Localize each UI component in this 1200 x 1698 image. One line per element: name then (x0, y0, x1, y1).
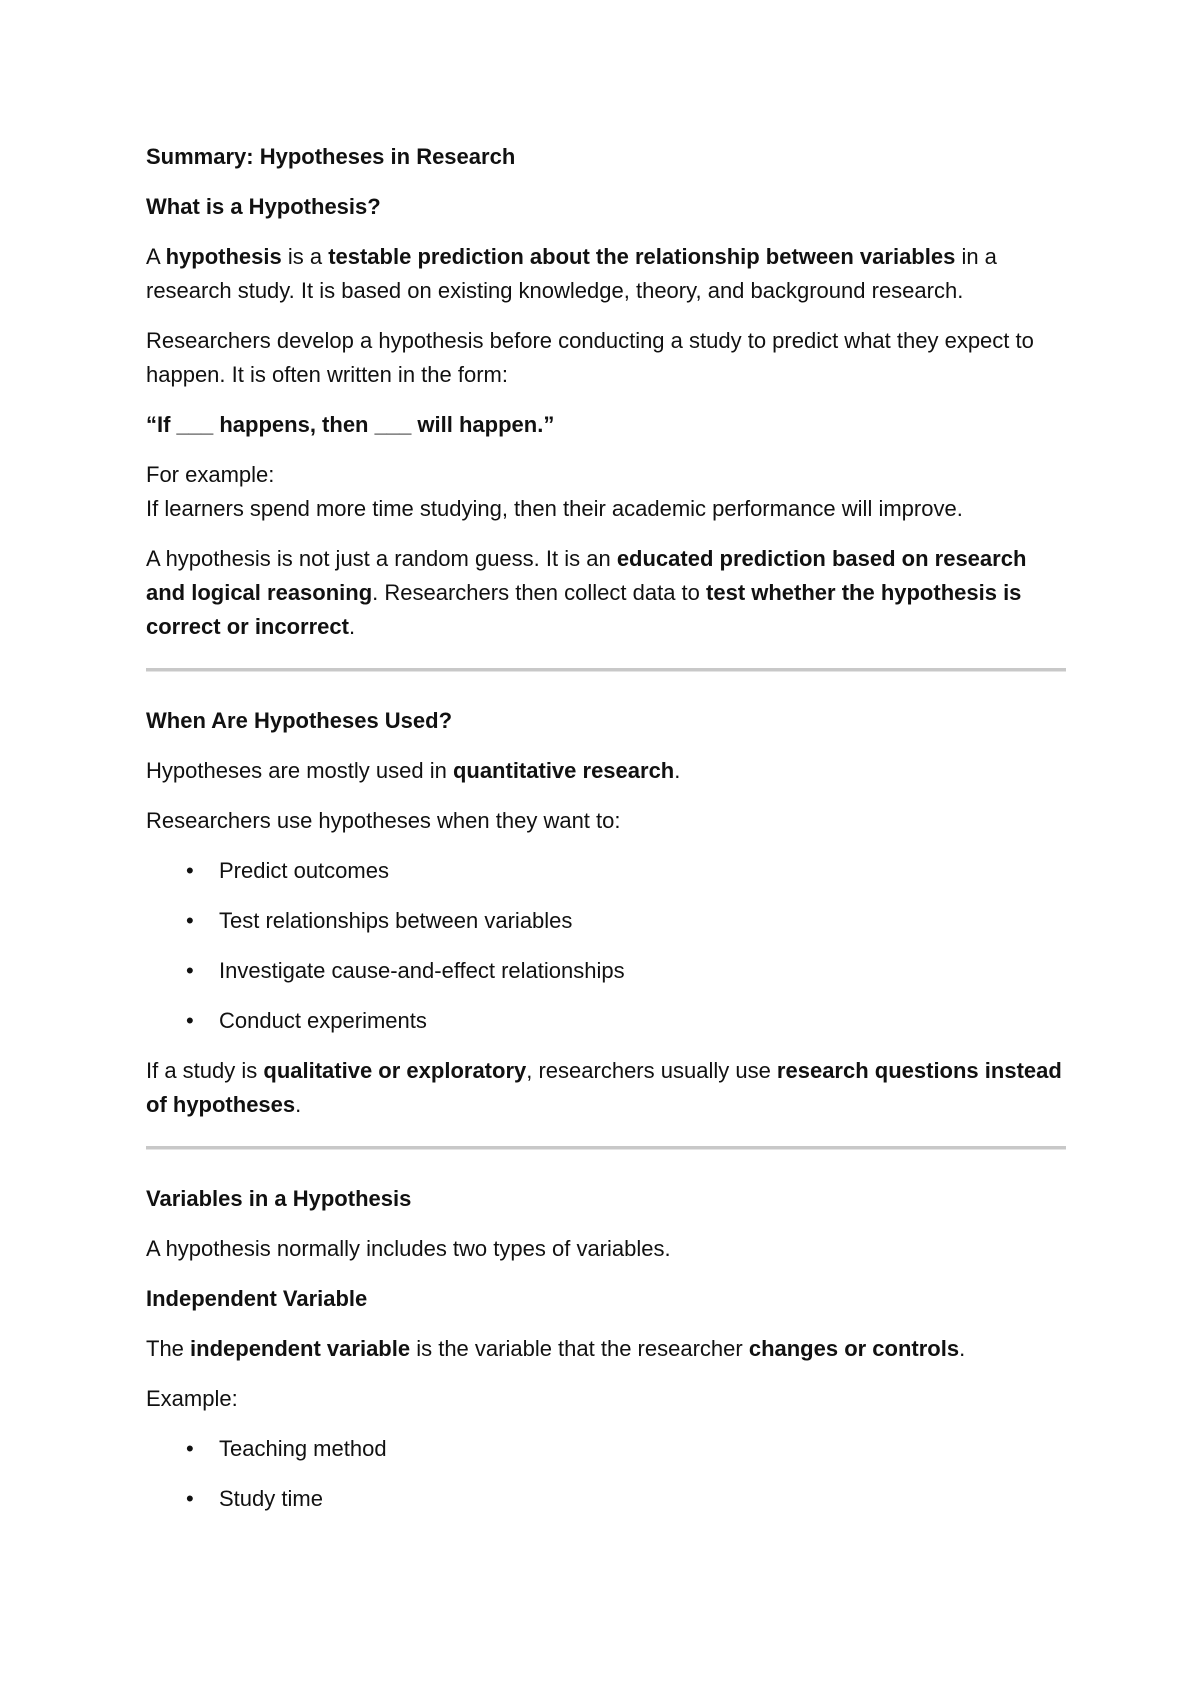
list-item-text: Test relationships between variables (219, 908, 573, 933)
paragraph-two-types: A hypothesis normally includes two types of variables. (146, 1236, 671, 1261)
bullet-icon: • (186, 1008, 194, 1033)
text-run: . Researchers then collect data to (372, 580, 707, 605)
paragraph-researchers-want: Researchers use hypotheses when they want to: (146, 808, 621, 833)
text-run: . (348, 614, 356, 639)
bold-run: research questions instead of hypotheses (146, 1058, 1062, 1117)
paragraph-independent-definition (146, 1332, 1066, 1366)
text-run: A hypothesis is not just a random guess. It is an (146, 546, 617, 571)
bold-run: changes or controls (748, 1336, 960, 1361)
text-run: A (146, 244, 166, 269)
section-heading-what-is-hypothesis: What is a Hypothesis? (146, 194, 381, 219)
paragraph-educated-prediction (146, 542, 1066, 644)
paragraph-quantitative (146, 754, 1066, 788)
hypothesis-form (146, 408, 1066, 442)
bold-run: independent variable (190, 1336, 411, 1361)
list-item (146, 1004, 1066, 1038)
bold-run: “If ___ happens, then ___ will happen.” (146, 412, 555, 437)
paragraph-hypothesis-definition (146, 240, 1066, 308)
bold-run: test whether the hypothesis is correct or incorrect (146, 580, 1022, 639)
bullet-list-examples (146, 1432, 1066, 1516)
bullet-icon: • (186, 858, 194, 883)
example-text: If learners spend more time studying, then their academic performance will improve. (146, 496, 963, 521)
bullet-list-uses (146, 854, 1066, 1038)
bullet-icon: • (186, 1486, 194, 1511)
paragraph-qualitative (146, 1054, 1066, 1122)
text-run: Hypotheses are mostly used in (146, 758, 453, 783)
horizontal-divider (146, 668, 1066, 672)
list-item (146, 904, 1066, 938)
bullet-icon: • (186, 1436, 194, 1461)
list-item-text: Conduct experiments (219, 1008, 427, 1033)
text-run: in a research study. It is based on existing knowledge, theory, and background research. (146, 244, 997, 303)
bold-run: qualitative or exploratory (263, 1058, 527, 1083)
list-item (146, 1482, 1066, 1516)
list-item (146, 954, 1066, 988)
bold-run: hypothesis (165, 244, 282, 269)
list-item (146, 1432, 1066, 1466)
text-run: is a (281, 244, 329, 269)
list-item (146, 854, 1066, 888)
text-run: . (295, 1092, 302, 1117)
example-label: Example: (146, 1386, 238, 1411)
list-item-text: Predict outcomes (219, 858, 389, 883)
bullet-icon: • (186, 908, 194, 933)
bold-run: testable prediction about the relationship between variables (328, 244, 956, 269)
bold-run: educated prediction based on research and logical reasoning (146, 546, 1027, 605)
document-page (146, 140, 1066, 1532)
horizontal-divider (146, 1146, 1066, 1150)
list-item-text: Study time (219, 1486, 323, 1511)
document-title: Summary: Hypotheses in Research (146, 144, 516, 169)
text-run: . (674, 758, 681, 783)
bold-run: quantitative research (452, 758, 675, 783)
bullet-icon: • (186, 958, 194, 983)
subheading-independent-variable: Independent Variable (146, 1286, 368, 1311)
list-item-text: Teaching method (219, 1436, 387, 1461)
text-run: . (959, 1336, 966, 1361)
paragraph-example (146, 458, 1066, 526)
text-run: is the variable that the researcher (410, 1336, 749, 1361)
example-label: For example: (146, 462, 275, 487)
section-heading-when-used: When Are Hypotheses Used? (146, 708, 453, 733)
text-run: If a study is (146, 1058, 264, 1083)
section-heading-variables: Variables in a Hypothesis (146, 1186, 412, 1211)
text-run: The (146, 1336, 191, 1361)
paragraph-develop-hypothesis: Researchers develop a hypothesis before conducting a study to predict what they expect to happen. It is often written in the form: (146, 328, 1034, 387)
text-run: , researchers usually use (526, 1058, 777, 1083)
list-item-text: Investigate cause-and-effect relationships (219, 958, 625, 983)
